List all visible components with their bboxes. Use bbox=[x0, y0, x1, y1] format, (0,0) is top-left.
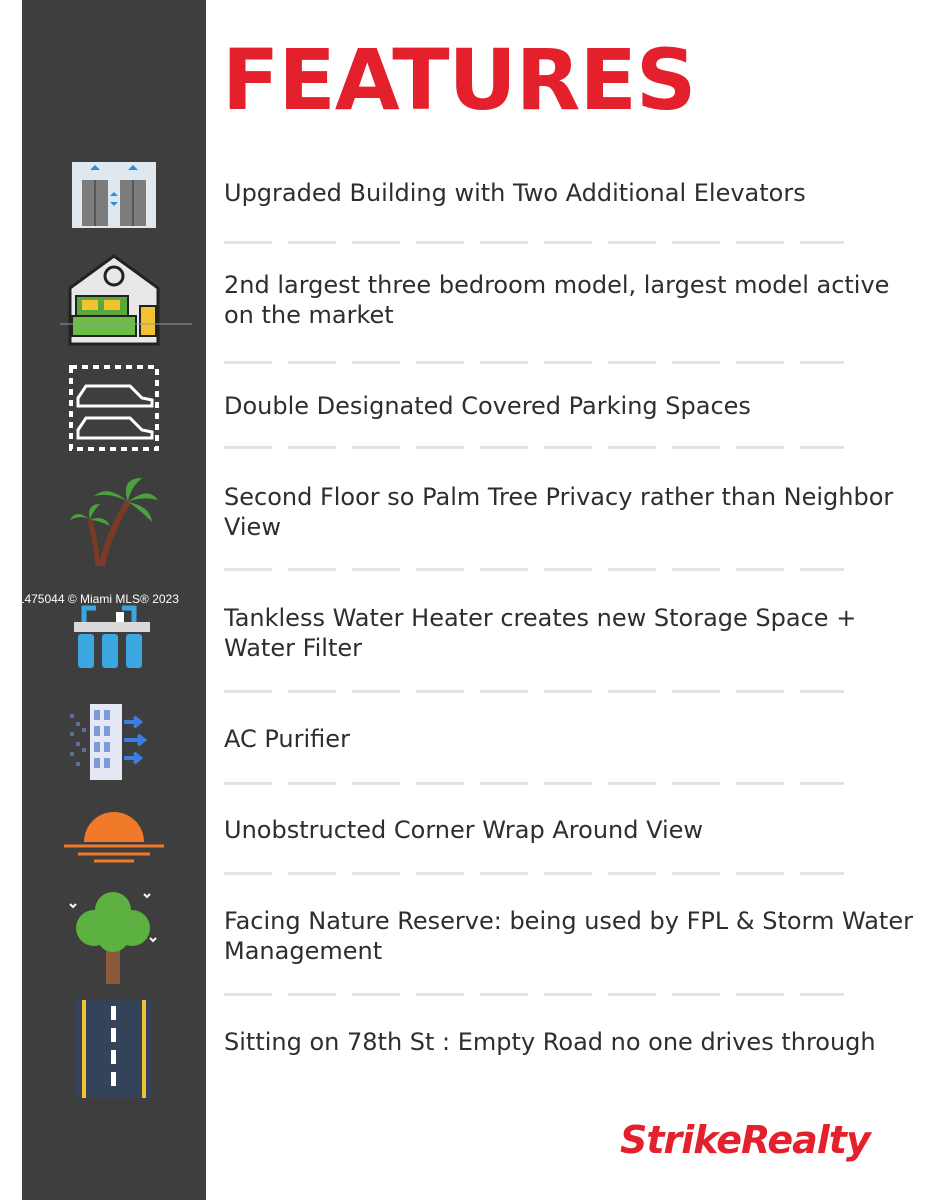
feature-text: 2nd largest three bedroom model, largest model active on the market bbox=[224, 271, 890, 329]
divider bbox=[224, 872, 844, 875]
page-title: FEATURES bbox=[222, 31, 696, 129]
divider bbox=[224, 568, 844, 571]
feature-text: Upgraded Building with Two Additional Elevators bbox=[224, 179, 806, 207]
tree-icon bbox=[66, 886, 160, 986]
feature-text: Tankless Water Heater creates new Storage Space + Water Filter bbox=[224, 604, 857, 662]
divider bbox=[224, 241, 844, 244]
water-filter-icon bbox=[72, 600, 152, 676]
sunset-icon bbox=[64, 800, 164, 864]
mls-watermark: A11475044 © Miami MLS® 2023 bbox=[4, 592, 179, 606]
brand-logo: StrikeRealty bbox=[620, 1118, 870, 1162]
feature-text: Second Floor so Palm Tree Privacy rather than Neighbor View bbox=[224, 483, 894, 541]
divider bbox=[224, 361, 844, 364]
parking-icon bbox=[68, 364, 160, 452]
feature-text: AC Purifier bbox=[224, 725, 350, 753]
divider bbox=[224, 446, 844, 449]
feature-text: Unobstructed Corner Wrap Around View bbox=[224, 816, 704, 844]
palm-tree-icon bbox=[68, 474, 160, 568]
elevator-icon bbox=[70, 160, 158, 230]
divider bbox=[224, 690, 844, 693]
air-purifier-icon bbox=[68, 702, 148, 782]
divider bbox=[224, 993, 844, 996]
road-icon bbox=[76, 1000, 152, 1098]
bedroom-icon bbox=[60, 250, 192, 346]
divider bbox=[224, 782, 844, 785]
feature-text: Sitting on 78th St : Empty Road no one drives through bbox=[224, 1028, 876, 1056]
feature-text: Double Designated Covered Parking Spaces bbox=[224, 392, 751, 420]
feature-text: Facing Nature Reserve: being used by FPL & Storm Water Management bbox=[224, 907, 913, 965]
